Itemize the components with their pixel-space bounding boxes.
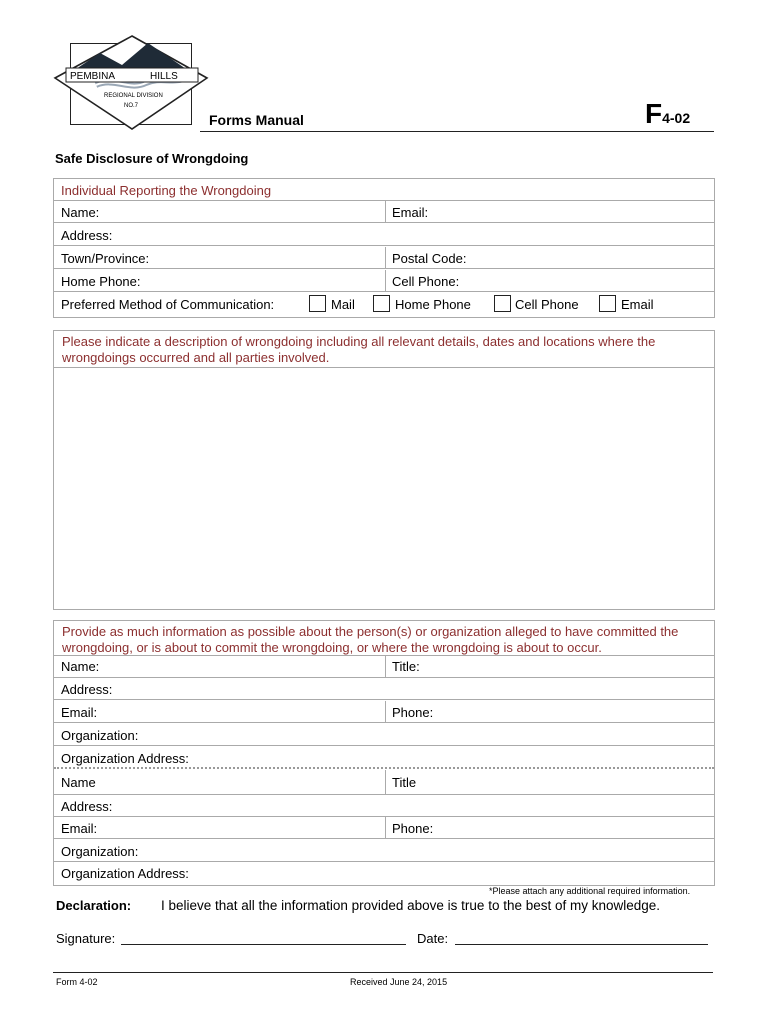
reporter-town-row[interactable] bbox=[54, 247, 714, 269]
reporter-address-row[interactable] bbox=[54, 224, 714, 246]
party2-email-label: Email: bbox=[61, 821, 98, 836]
party2-org-address-row[interactable] bbox=[54, 862, 714, 885]
party2-org-row[interactable] bbox=[54, 840, 714, 862]
reporter-phone-row[interactable] bbox=[54, 270, 714, 292]
party1-name-label: Name: bbox=[61, 659, 100, 674]
reporter-name-label: Name: bbox=[61, 205, 100, 220]
footer-received-date: Received June 24, 2015 bbox=[350, 977, 448, 987]
reporter-postal-label: Postal Code: bbox=[392, 251, 467, 266]
attach-note: *Please attach any additional required information. bbox=[489, 886, 691, 896]
party1-org-address-label: Organization Address: bbox=[61, 751, 189, 766]
logo-word2: HILLS bbox=[150, 71, 178, 82]
logo-word1: PEMBINA bbox=[70, 71, 116, 82]
logo-line2: REGIONAL DIVISION bbox=[104, 93, 163, 99]
declaration-label: Declaration: bbox=[56, 898, 132, 913]
alleged-party-section bbox=[53, 620, 715, 886]
date-line[interactable] bbox=[455, 944, 708, 945]
email-option-label: Email bbox=[621, 297, 654, 312]
party2-org-address-label: Organization Address: bbox=[61, 866, 189, 881]
reporter-address-label: Address: bbox=[61, 228, 113, 243]
form-code bbox=[645, 100, 690, 132]
party1-email-row[interactable] bbox=[54, 701, 714, 723]
reporter-town-label: Town/Province: bbox=[61, 251, 150, 266]
party2-org-label: Organization: bbox=[61, 844, 139, 859]
party1-title-label: Title: bbox=[392, 659, 420, 674]
party1-org-row[interactable] bbox=[54, 724, 714, 746]
reporter-heading-row bbox=[54, 179, 714, 201]
reporter-heading: Individual Reporting the Wrongdoing bbox=[61, 183, 272, 198]
reporter-preference-row bbox=[54, 293, 714, 317]
party1-address-label: Address: bbox=[61, 682, 113, 697]
reporter-cell-phone-label: Cell Phone: bbox=[392, 274, 460, 289]
party1-address-row[interactable] bbox=[54, 678, 714, 700]
logo-line3: NO.7 bbox=[124, 103, 139, 109]
party2-phone-label: Phone: bbox=[392, 821, 434, 836]
declaration-text: I believe that all the information provided above is true to the best of my knowledge. bbox=[161, 898, 661, 913]
reporter-section bbox=[53, 178, 715, 318]
home-phone-option-label: Home Phone bbox=[395, 297, 471, 312]
signature-line[interactable] bbox=[121, 944, 406, 945]
description-heading: Please indicate a description of wrongdoing including all relevant details, dates and locations where the wrongdoings occurred and all parties involved. bbox=[62, 334, 656, 365]
form-code-letter: F bbox=[645, 98, 663, 129]
party1-email-label: Email: bbox=[61, 705, 98, 720]
cell-phone-checkbox[interactable] bbox=[494, 295, 511, 312]
pref-method-label: Preferred Method of Communication: bbox=[61, 297, 275, 312]
mail-checkbox[interactable] bbox=[309, 295, 326, 312]
party2-name-label: Name bbox=[61, 775, 96, 790]
header-rule bbox=[200, 131, 714, 132]
party1-org-label: Organization: bbox=[61, 728, 139, 743]
pembina-hills-logo bbox=[52, 33, 212, 133]
party1-name-row[interactable] bbox=[54, 656, 714, 678]
manual-title: Forms Manual bbox=[209, 112, 304, 128]
description-text-area[interactable] bbox=[54, 368, 714, 609]
footer-rule bbox=[53, 972, 713, 973]
date-label: Date: bbox=[417, 931, 449, 946]
reporter-home-phone-label: Home Phone: bbox=[61, 274, 141, 289]
form-code-number: 4-02 bbox=[662, 110, 691, 126]
email-checkbox[interactable] bbox=[599, 295, 616, 312]
party2-address-row[interactable] bbox=[54, 795, 714, 817]
cell-phone-option-label: Cell Phone bbox=[515, 297, 579, 312]
party2-email-row[interactable] bbox=[54, 817, 714, 839]
party1-org-address-row[interactable] bbox=[54, 747, 714, 769]
alleged-heading: Provide as much information as possible about the person(s) or organization alleged to have committed the wrongdoing, or is about to commit the wrongdoing, or where the wrongdoing is about to occur. bbox=[62, 624, 679, 655]
party2-name-row[interactable] bbox=[54, 770, 714, 795]
reporter-name-row[interactable] bbox=[54, 201, 714, 223]
description-section bbox=[53, 330, 715, 610]
signature-label: Signature: bbox=[56, 931, 116, 946]
home-phone-checkbox[interactable] bbox=[373, 295, 390, 312]
reporter-email-label: Email: bbox=[392, 205, 429, 220]
party1-phone-label: Phone: bbox=[392, 705, 434, 720]
mail-option-label: Mail bbox=[331, 297, 355, 312]
page-title: Safe Disclosure of Wrongdoing bbox=[55, 151, 249, 166]
alleged-heading-row bbox=[54, 621, 714, 656]
footer-form-number: Form 4-02 bbox=[56, 977, 98, 987]
party2-address-label: Address: bbox=[61, 799, 113, 814]
party2-title-label: Title bbox=[392, 775, 417, 790]
